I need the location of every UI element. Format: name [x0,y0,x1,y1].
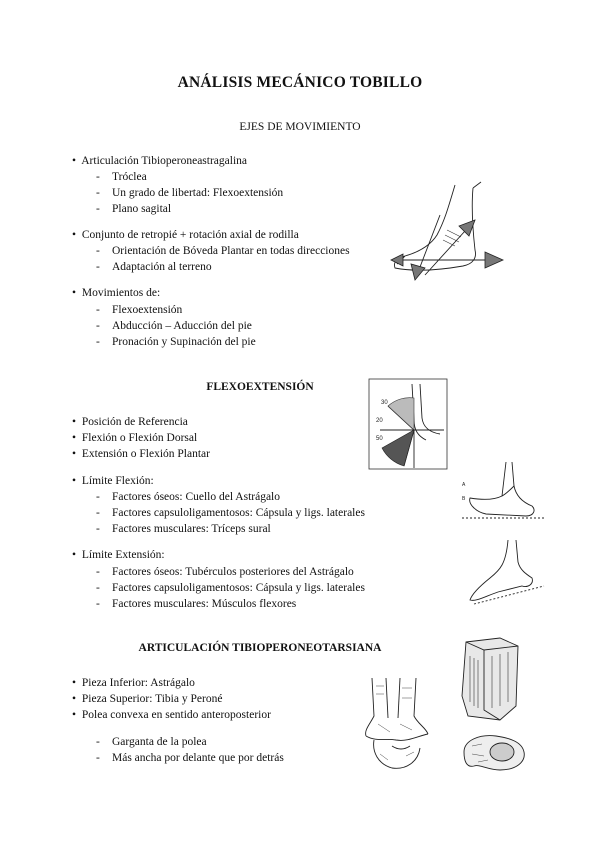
list-item: -Tróclea [96,169,147,185]
section-heading-artic: ARTICULACIÓN TIBIOPERONEOTARSIANA [138,642,382,654]
bullet-icon [72,547,79,563]
dash-icon [96,169,112,185]
dash-icon [96,505,112,521]
list-item: • Límite Flexión: [72,473,154,489]
list-item: -Garganta de la polea [96,734,207,750]
list-item: • Flexión o Flexión Dorsal [72,430,197,446]
list-item: • Pieza Superior: Tibia y Peroné [72,691,222,707]
bullet-icon [72,153,79,169]
list-item: -Abducción – Aducción del pie [96,318,252,334]
list-item: • Pieza Inferior: Astrágalo [72,675,195,691]
list-item: -Orientación de Bóveda Plantar en todas direcciones [96,243,350,259]
list-item: -Factores musculares: Músculos flexores [96,596,296,612]
svg-text:50: 50 [376,436,383,442]
list-item: • Movimientos de: [72,285,160,301]
list-item: • Conjunto de retropié + rotación axial de rodilla [72,227,299,243]
ankle-joint-figure [356,676,440,772]
section-heading-ejes: EJES DE MOVIMIENTO [239,121,361,133]
list-item: • Polea convexa en sentido anteroposterior [72,707,271,723]
foot-extension-figure [460,538,550,610]
dash-icon [96,318,112,334]
list-item: -Un grado de libertad: Flexoextensión [96,185,283,201]
dash-icon [96,489,112,505]
dash-icon [96,750,112,766]
list-item: -Factores capsuloligamentosos: Cápsula y ligs. laterales [96,580,365,596]
list-item: • Posición de Referencia [72,414,188,430]
foot-axes-figure [385,180,525,290]
talus-figure [456,636,528,728]
dash-icon [96,734,112,750]
list-item: • Extensión o Flexión Plantar [72,446,210,462]
list-item: -Flexoextensión [96,302,182,318]
bullet-icon [72,675,79,691]
talus-bone-figure [458,730,530,774]
svg-text:20: 20 [376,418,383,424]
list-item: -Factores musculares: Tríceps sural [96,521,271,537]
list-item: -Plano sagital [96,201,171,217]
dash-icon [96,334,112,350]
dash-icon [96,564,112,580]
bullet-icon [72,285,79,301]
list-item: -Factores capsuloligamentosos: Cápsula y ligs. laterales [96,505,365,521]
list-item: -Factores óseos: Cuello del Astrágalo [96,489,280,505]
svg-text:30: 30 [381,400,388,406]
dash-icon [96,521,112,537]
list-item: -Adaptación al terreno [96,259,212,275]
svg-text:A: A [462,482,466,488]
bullet-icon [72,691,79,707]
section-heading-flexo: FLEXOEXTENSIÓN [206,381,314,393]
foot-flexion-figure [460,460,550,522]
dash-icon [96,259,112,275]
dash-icon [96,201,112,217]
dash-icon [96,302,112,318]
bullet-icon [72,473,79,489]
bullet-icon [72,414,79,430]
list-item: -Pronación y Supinación del pie [96,334,256,350]
bullet-icon [72,707,79,723]
bullet-icon [72,227,79,243]
dash-icon [96,243,112,259]
list-item: • Articulación Tibioperoneastragalina [72,153,247,169]
flexoextension-range-figure [368,378,448,470]
dash-icon [96,580,112,596]
page-title: ANÁLISIS MECÁNICO TOBILLO [177,74,423,91]
dash-icon [96,596,112,612]
list-item: • Límite Extensión: [72,547,165,563]
list-item: -Factores óseos: Tubérculos posteriores del Astrágalo [96,564,354,580]
bullet-icon [72,446,79,462]
dash-icon [96,185,112,201]
list-item: -Más ancha por delante que por detrás [96,750,284,766]
svg-text:B: B [462,496,466,502]
bullet-icon [72,430,79,446]
